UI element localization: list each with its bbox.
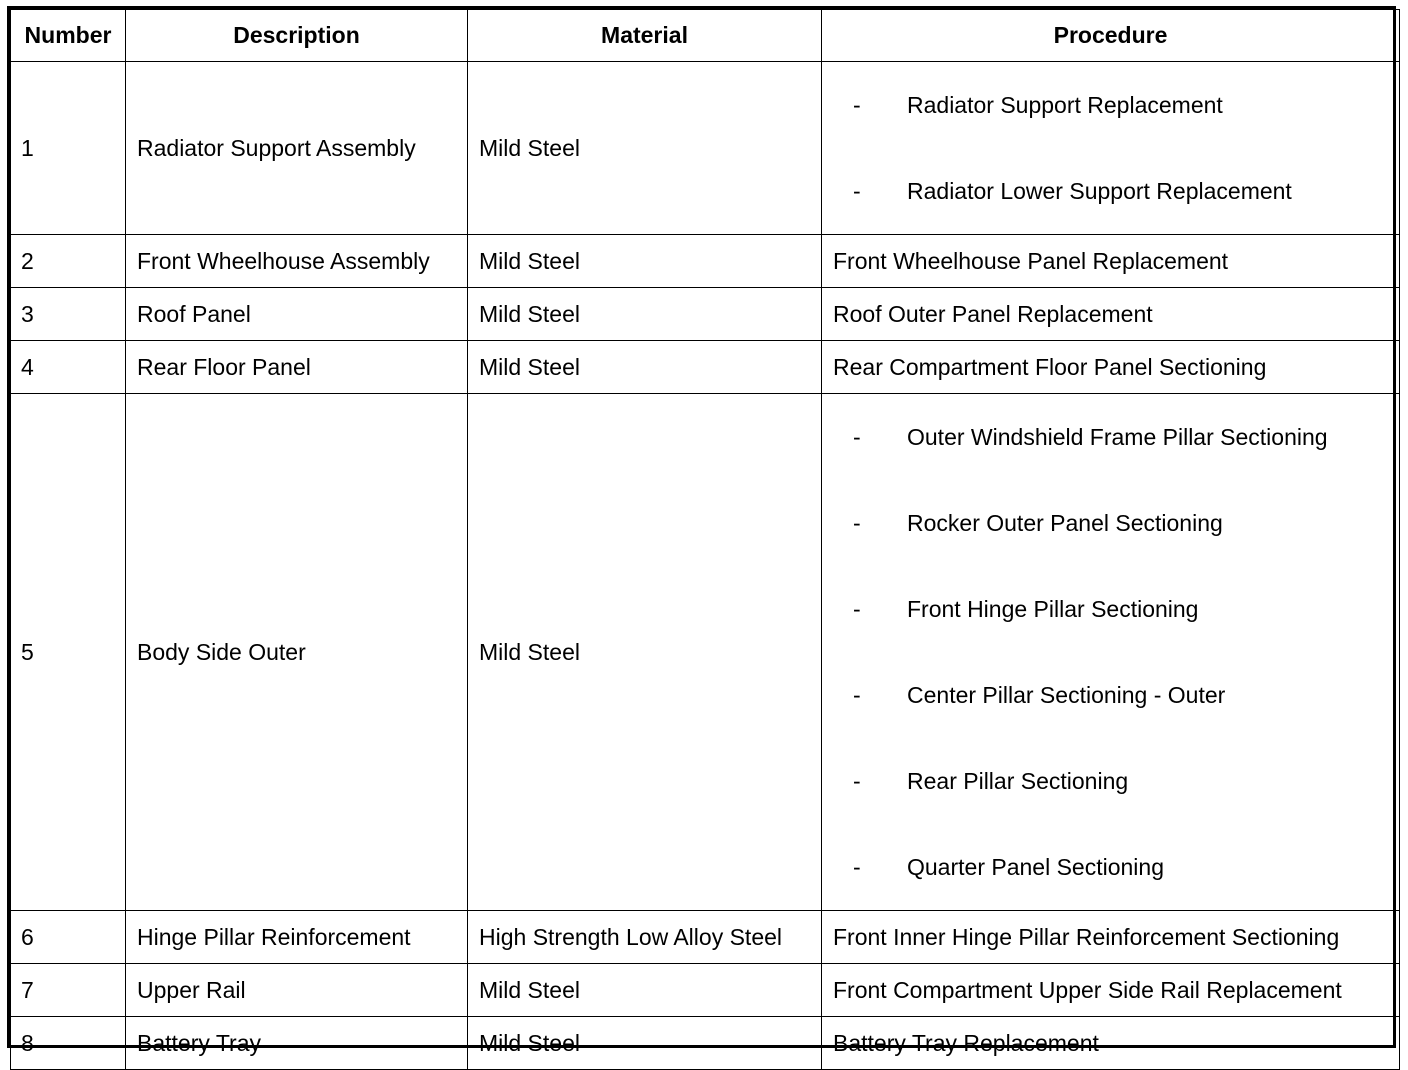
bullet-dash: - — [853, 509, 861, 536]
table-row — [11, 1017, 1400, 1070]
procedure-item — [833, 394, 1388, 480]
bullet-dash: - — [853, 595, 861, 622]
bullet-dash: - — [853, 681, 861, 708]
cell-material: Mild Steel — [468, 341, 822, 394]
table-row — [11, 235, 1400, 288]
cell-procedure — [822, 394, 1400, 911]
cell-material: Mild Steel — [468, 235, 822, 288]
cell-description: Roof Panel — [126, 288, 468, 341]
table-row — [11, 911, 1400, 964]
cell-number: 7 — [11, 964, 126, 1017]
procedure-item-text: Rocker Outer Panel Sectioning — [907, 509, 1223, 536]
header-number: Number — [11, 10, 126, 62]
procedure-item-text: Outer Windshield Frame Pillar Sectioning — [907, 423, 1328, 450]
procedure-item-text: Rear Pillar Sectioning — [907, 767, 1129, 794]
cell-procedure: Front Compartment Upper Side Rail Replacement — [822, 964, 1400, 1017]
header-row — [11, 10, 1400, 62]
cell-description: Rear Floor Panel — [126, 341, 468, 394]
table-row — [11, 394, 1400, 911]
cell-procedure — [822, 62, 1400, 235]
cell-number: 2 — [11, 235, 126, 288]
cell-procedure: Front Inner Hinge Pillar Reinforcement Sectioning — [822, 911, 1400, 964]
cell-material: Mild Steel — [468, 288, 822, 341]
cell-material: Mild Steel — [468, 62, 822, 235]
cell-material: Mild Steel — [468, 394, 822, 911]
cell-number: 8 — [11, 1017, 126, 1070]
cell-description: Upper Rail — [126, 964, 468, 1017]
bullet-dash: - — [853, 91, 861, 118]
header-procedure: Procedure — [822, 10, 1400, 62]
table-row — [11, 341, 1400, 394]
header-description: Description — [126, 10, 468, 62]
bullet-dash: - — [853, 177, 861, 204]
cell-procedure: Roof Outer Panel Replacement — [822, 288, 1400, 341]
cell-description: Hinge Pillar Reinforcement — [126, 911, 468, 964]
procedure-item-text: Quarter Panel Sectioning — [907, 853, 1164, 880]
procedure-item-text: Radiator Lower Support Replacement — [907, 177, 1292, 204]
header-material: Material — [468, 10, 822, 62]
bullet-dash: - — [853, 423, 861, 450]
procedure-item — [833, 148, 1388, 234]
cell-material: High Strength Low Alloy Steel — [468, 911, 822, 964]
cell-description: Battery Tray — [126, 1017, 468, 1070]
procedure-item — [833, 652, 1388, 738]
table-row — [11, 288, 1400, 341]
procedure-item — [833, 824, 1388, 910]
procedure-item-text: Center Pillar Sectioning - Outer — [907, 681, 1226, 708]
procedure-list — [833, 394, 1388, 910]
procedure-item — [833, 480, 1388, 566]
procedure-item-text: Radiator Support Replacement — [907, 91, 1223, 118]
cell-number: 3 — [11, 288, 126, 341]
bullet-dash: - — [853, 767, 861, 794]
table-row — [11, 964, 1400, 1017]
cell-description: Radiator Support Assembly — [126, 62, 468, 235]
cell-number: 1 — [11, 62, 126, 235]
cell-procedure: Rear Compartment Floor Panel Sectioning — [822, 341, 1400, 394]
cell-procedure: Battery Tray Replacement — [822, 1017, 1400, 1070]
procedure-list — [833, 62, 1388, 234]
cell-procedure: Front Wheelhouse Panel Replacement — [822, 235, 1400, 288]
cell-material: Mild Steel — [468, 1017, 822, 1070]
cell-description: Front Wheelhouse Assembly — [126, 235, 468, 288]
procedure-item — [833, 62, 1388, 148]
procedure-item-text: Front Hinge Pillar Sectioning — [907, 595, 1199, 622]
parts-table-frame — [7, 6, 1396, 1056]
cell-description: Body Side Outer — [126, 394, 468, 911]
cell-number: 6 — [11, 911, 126, 964]
cell-number: 5 — [11, 394, 126, 911]
cell-number: 4 — [11, 341, 126, 394]
bullet-dash: - — [853, 853, 861, 880]
cell-material: Mild Steel — [468, 964, 822, 1017]
table-row — [11, 62, 1400, 235]
procedure-item — [833, 566, 1388, 652]
procedure-item — [833, 738, 1388, 824]
parts-table — [10, 9, 1400, 1070]
